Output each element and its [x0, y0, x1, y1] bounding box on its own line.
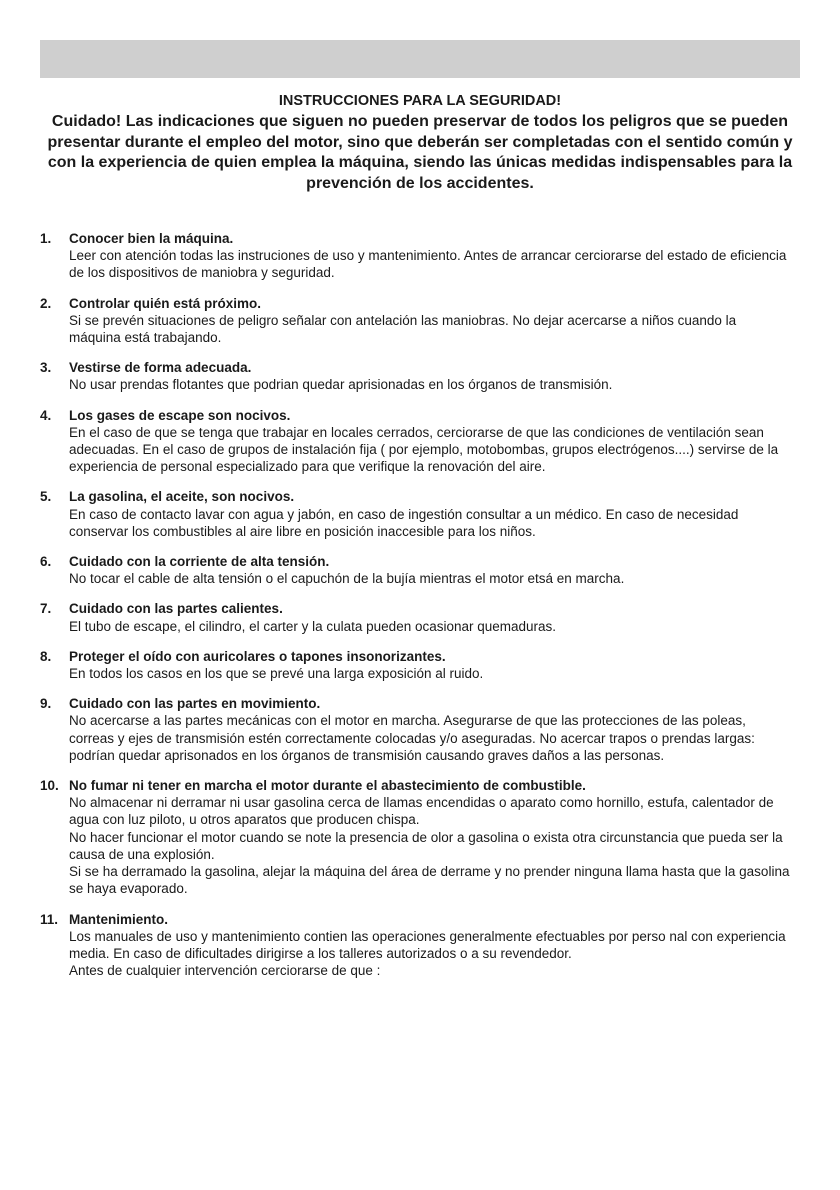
rule-number: 2. [40, 295, 52, 311]
rule-number: 9. [40, 696, 52, 712]
rule-number: 6. [40, 554, 52, 570]
list-item [40, 295, 790, 347]
list-item [40, 777, 790, 897]
rule-number: 4. [40, 407, 52, 423]
rule-title: Vestirse de forma adecuada. [69, 360, 252, 376]
rule-body: Si se prevén situaciones de peligro señalar con antelación las maniobras. No dejar acercarse a niños cuando la máquina está trabajando. [69, 312, 737, 346]
list-item [40, 911, 790, 980]
rule-title: La gasolina, el aceite, son nocivos. [69, 489, 295, 505]
rule-title: Cuidado con las partes en movimiento. [69, 696, 321, 712]
rule-title: Cuidado con las partes calientes. [69, 601, 283, 617]
rule-number: 7. [40, 601, 52, 617]
rule-body: Los manuales de uso y mantenimiento contien las operaciones generalmente efectuables por perso nal con experiencia media. En caso de dificultades dirigirse a los talleres autorizados o a su revendedor. [69, 928, 786, 961]
rule-number: 10. [40, 778, 59, 794]
rule-body: No acercarse a las partes mecánicas con el motor en marcha. Asegurarse de que las protecciones de las poleas, correas y ejes de transmisión estén correctamente colocadas y/o aseguradas. No acercar trapos o prendas largas: podrían quedar aprisonados en los órganos de transmisión causando graves daños a las personas. [69, 713, 755, 763]
rule-title: Mantenimiento. [69, 911, 169, 927]
list-item [40, 230, 790, 282]
rule-body: En todos los casos en los que se prevé una larga exposición al ruido. [69, 666, 484, 682]
list-item [40, 648, 790, 682]
warning-text: Cuidado! Las indicaciones que siguen no pueden preservar de todos los peligros que se pueden presentar durante el empleo del motor, sino que deberán ser completadas con el sentido común y con la experiencia de quien emplea la máquina, siendo las únicas medidas indispensables para la prevención de los accidentes. [47, 113, 793, 192]
rule-number: 3. [40, 360, 52, 376]
rule-body: Antes de cualquier intervención cerciorarse de que : [69, 963, 381, 979]
rule-body: No usar prendas flotantes que podrian quedar aprisionadas en los órganos de transmisión. [69, 377, 613, 393]
rule-title: Conocer bien la máquina. [69, 231, 234, 246]
rule-body: Leer con atención todas las instruciones de uso y mantenimiento. Antes de arrancar cerciorarse del estado de eficiencia de los dispositivos de maniobra y seguridad. [69, 248, 787, 281]
page-title: INSTRUCCIONES PARA LA SEGURIDAD! [278, 93, 562, 109]
rule-body: El tubo de escape, el cilindro, el carter y la culata pueden ocasionar quemaduras. [69, 618, 557, 634]
rule-title: Cuidado con la corriente de alta tensión. [69, 554, 330, 570]
rule-body: En el caso de que se tenga que trabajar en locales cerrados, cerciorarse de que las condiciones de ventilación sean adecuadas. En el caso de grupos de instalación fija ( por ejemplo, motobombas, grupos electrógenos....) servirse de la experiencia de personal especializado para que verifique la renovación del aire. [69, 424, 779, 475]
rule-title: Los gases de escape son nocivos. [69, 407, 291, 423]
rule-body: No tocar el cable de alta tensión o el capuchón de la bujía mientras el motor etsá en marcha. [69, 571, 625, 587]
rule-body: Si se ha derramado la gasolina, alejar la máquina del área de derrame y no prender ninguna llama hasta que la gasolina se haya evaporado. [69, 864, 790, 897]
list-item [40, 359, 790, 393]
rule-number: 11. [40, 911, 59, 927]
rule-title: Proteger el oído con auricolares o tapones insonorizantes. [69, 648, 446, 664]
header-band [40, 40, 800, 78]
rule-body: No almacenar ni derramar ni usar gasolina cerca de llamas encendidas o aparato como hornillo, estufa, calentador de agua con luz piloto, u otros aparatos que producen chispa. [69, 795, 774, 828]
rule-number: 1. [40, 231, 52, 246]
list-item [40, 695, 790, 764]
list-item [40, 407, 790, 476]
list-item [40, 600, 790, 634]
rule-number: 5. [40, 489, 52, 505]
safety-rules-list [40, 230, 790, 979]
rule-body: En caso de contacto lavar con agua y jabón, en caso de ingestión consultar a un médico. En caso de necesidad conservar los combustibles al aire libre en posición inaccesible para los niños. [69, 506, 739, 539]
rule-title: No fumar ni tener en marcha el motor durante el abastecimiento de combustible. [69, 778, 586, 794]
rule-title: Controlar quién está próximo. [69, 295, 262, 311]
rule-body: No hacer funcionar el motor cuando se note la presencia de olor a gasolina o exista otra circunstancia que pueda ser la causa de una explosión. [69, 829, 783, 862]
rule-number: 8. [40, 648, 52, 664]
list-item [40, 553, 790, 587]
list-item [40, 488, 790, 540]
safety-header [40, 92, 800, 194]
